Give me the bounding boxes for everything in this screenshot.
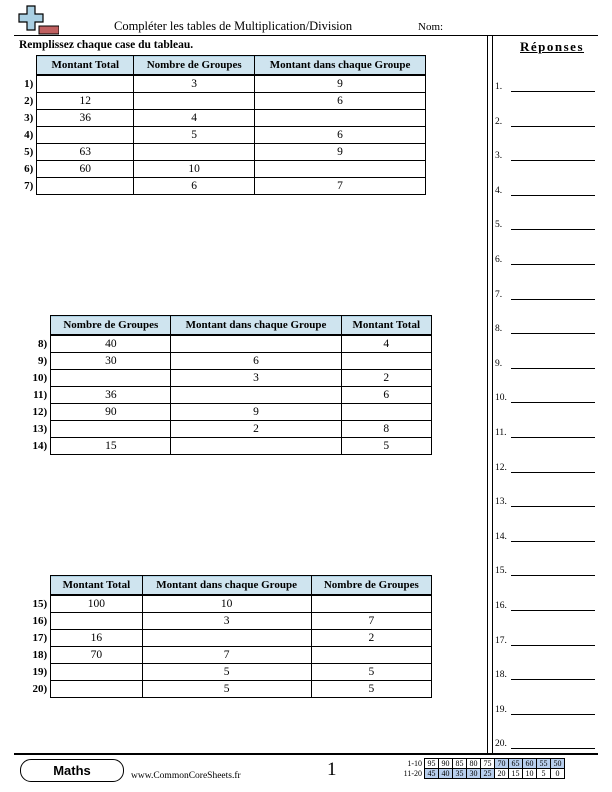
blank-cell[interactable]: [171, 335, 341, 353]
problem-number: 13): [32, 423, 48, 435]
answer-line[interactable]: [495, 735, 595, 749]
value-cell: 2: [311, 630, 431, 647]
table-row: [18, 647, 432, 664]
value-cell: 40: [51, 335, 171, 353]
answer-line[interactable]: [495, 701, 595, 715]
column-separator: [487, 36, 493, 753]
problem-number: 17): [32, 632, 48, 644]
answer-number: 20.: [495, 739, 507, 750]
blank-cell[interactable]: [37, 178, 134, 195]
value-cell: 4: [341, 335, 431, 353]
answer-blank[interactable]: [511, 748, 595, 749]
score-cell: 45: [425, 769, 439, 779]
logo-plus-icon: [17, 4, 59, 36]
score-table: [396, 758, 565, 779]
answer-line[interactable]: [495, 113, 595, 127]
score-cell: 95: [425, 759, 439, 769]
problem-number: 18): [32, 649, 48, 661]
answer-line[interactable]: [495, 286, 595, 300]
answer-blank[interactable]: [511, 333, 595, 334]
value-cell: 5: [341, 438, 431, 455]
answer-blank[interactable]: [511, 160, 595, 161]
table-row: [0, 93, 426, 110]
answer-number: 8.: [495, 324, 503, 335]
answer-line[interactable]: [495, 562, 595, 576]
answer-line[interactable]: [495, 355, 595, 369]
table-row: [18, 387, 432, 404]
answer-line[interactable]: [495, 389, 595, 403]
table-row: [18, 438, 432, 455]
column-header: Nombre de Groupes: [51, 316, 171, 336]
table-row: [18, 595, 432, 613]
value-cell: 6: [255, 127, 426, 144]
problem-number: 2): [24, 95, 34, 107]
answer-line[interactable]: [495, 320, 595, 334]
answer-blank[interactable]: [511, 610, 595, 611]
value-cell: 15: [51, 438, 171, 455]
column-header: Montant dans chaque Groupe: [255, 56, 426, 76]
value-cell: 3: [134, 75, 255, 93]
value-cell: 90: [51, 404, 171, 421]
score-cell: 60: [523, 759, 537, 769]
table-row: [18, 370, 432, 387]
score-cell: 80: [467, 759, 481, 769]
problem-number: 8): [38, 337, 48, 350]
value-cell: 5: [311, 664, 431, 681]
score-cell: 50: [551, 759, 565, 769]
column-header: Nombre de Groupes: [134, 56, 255, 76]
answer-number: 6.: [495, 255, 503, 265]
problem-number: 12): [32, 406, 48, 418]
answer-number: 2.: [495, 116, 503, 127]
value-cell: 9: [255, 75, 426, 93]
value-cell: 63: [37, 144, 134, 161]
value-cell: 5: [142, 664, 311, 681]
answer-number: 14.: [495, 531, 507, 542]
value-cell: 12: [37, 93, 134, 110]
footer-rule: [14, 753, 598, 755]
score-cell: 85: [453, 759, 467, 769]
value-cell: 6: [134, 178, 255, 195]
row-label-header: [18, 576, 51, 596]
score-cell: 35: [453, 769, 467, 779]
table-row: [0, 161, 426, 178]
score-cell: 90: [439, 759, 453, 769]
answer-blank[interactable]: [511, 714, 595, 715]
problem-number: 5): [24, 146, 34, 158]
answer-number: 13.: [495, 497, 507, 508]
value-cell: 5: [311, 681, 431, 698]
name-label: Nom:: [418, 21, 444, 33]
blank-cell[interactable]: [311, 647, 431, 664]
problem-number: 9): [38, 355, 48, 367]
row-label-header: [18, 316, 51, 336]
worksheet-table-2: [18, 315, 432, 455]
answer-line[interactable]: [495, 632, 595, 646]
answer-blank[interactable]: [511, 541, 595, 542]
value-cell: 70: [51, 647, 142, 664]
answer-blank[interactable]: [511, 506, 595, 507]
score-cell: 70: [495, 759, 509, 769]
value-cell: 5: [142, 681, 311, 698]
table-row: [18, 353, 432, 370]
score-cell: 5: [537, 769, 551, 779]
blank-cell[interactable]: [171, 438, 341, 455]
answer-number: 16.: [495, 601, 507, 611]
table-row: [18, 613, 432, 630]
answer-blank[interactable]: [511, 229, 595, 230]
value-cell: 6: [255, 93, 426, 110]
column-header: Nombre de Groupes: [311, 576, 431, 596]
value-cell: 2: [341, 370, 431, 387]
table-row: [18, 404, 432, 421]
table-row: [0, 178, 426, 195]
answer-number: 4.: [495, 185, 503, 196]
blank-cell[interactable]: [311, 595, 431, 613]
table-row: [18, 664, 432, 681]
score-range-label: 1-10: [407, 759, 422, 768]
column-header: Montant Total: [341, 316, 431, 336]
answer-blank[interactable]: [511, 368, 595, 369]
value-cell: 3: [171, 370, 341, 387]
page-number: 1: [327, 759, 337, 780]
table-row: [0, 110, 426, 127]
table-row: [0, 144, 426, 161]
answer-number: 19.: [495, 704, 507, 715]
blank-cell[interactable]: [51, 421, 171, 438]
table-row: [18, 335, 432, 353]
answer-blank[interactable]: [511, 645, 595, 646]
score-cell: 25: [481, 769, 495, 779]
problem-number: 14): [32, 440, 48, 452]
answer-number: 11.: [495, 428, 507, 438]
answers-title: Réponses: [520, 39, 585, 54]
answer-blank[interactable]: [511, 195, 595, 196]
problem-number: 19): [32, 666, 48, 678]
blank-cell[interactable]: [37, 127, 134, 144]
value-cell: 6: [171, 353, 341, 370]
score-cell: 15: [509, 769, 523, 779]
problem-number: 11): [33, 389, 48, 401]
blank-cell[interactable]: [51, 613, 142, 630]
column-header: Montant Total: [51, 576, 142, 596]
answer-blank[interactable]: [511, 402, 595, 403]
value-cell: 60: [37, 161, 134, 178]
value-cell: 9: [255, 144, 426, 161]
score-cell: 55: [537, 759, 551, 769]
problem-number: 7): [24, 180, 34, 192]
blank-cell[interactable]: [134, 144, 255, 161]
answer-number: 18.: [495, 670, 507, 681]
blank-cell[interactable]: [142, 630, 311, 647]
score-range-label: 11-20: [403, 769, 422, 778]
score-cell: 10: [523, 769, 537, 779]
value-cell: 6: [341, 387, 431, 404]
answer-number: 7.: [495, 289, 503, 300]
problem-number: 15): [32, 597, 48, 610]
answer-blank[interactable]: [511, 91, 595, 92]
column-header: Montant Total: [37, 56, 134, 76]
answer-number: 12.: [495, 462, 507, 473]
blank-cell[interactable]: [341, 353, 431, 370]
score-cell: 0: [551, 769, 565, 779]
column-header: Montant dans chaque Groupe: [142, 576, 311, 596]
answer-line[interactable]: [495, 424, 595, 438]
value-cell: 16: [51, 630, 142, 647]
blank-cell[interactable]: [134, 93, 255, 110]
answer-blank[interactable]: [511, 679, 595, 680]
blank-cell[interactable]: [51, 681, 142, 698]
row-label-header: [0, 56, 37, 76]
value-cell: 7: [311, 613, 431, 630]
table-row: [18, 421, 432, 438]
instructions: Remplissez chaque case du tableau.: [19, 39, 194, 51]
column-header: Montant dans chaque Groupe: [171, 316, 341, 336]
blank-cell[interactable]: [51, 664, 142, 681]
value-cell: 30: [51, 353, 171, 370]
page-title: Compléter les tables de Multiplication/Division: [114, 19, 353, 33]
table-row: [0, 75, 426, 93]
problem-number: 4): [24, 129, 34, 141]
value-cell: 10: [142, 595, 311, 613]
website-link[interactable]: www.CommonCoreSheets.fr: [131, 771, 241, 781]
answer-line[interactable]: [495, 78, 595, 92]
value-cell: 100: [51, 595, 142, 613]
answer-number: 1.: [495, 82, 503, 92]
answer-blank[interactable]: [511, 437, 595, 438]
answer-number: 3.: [495, 151, 503, 162]
problem-number: 16): [32, 615, 48, 627]
blank-cell[interactable]: [255, 161, 426, 178]
value-cell: 36: [51, 387, 171, 404]
answer-line[interactable]: [495, 182, 595, 196]
answer-line[interactable]: [495, 493, 595, 507]
score-row: [396, 759, 565, 769]
blank-cell[interactable]: [51, 370, 171, 387]
answer-line[interactable]: [495, 597, 595, 611]
answer-blank[interactable]: [511, 472, 595, 473]
problem-number: 6): [24, 163, 34, 175]
subject-badge: Maths: [20, 759, 124, 782]
header-rule: [14, 35, 598, 36]
value-cell: 7: [255, 178, 426, 195]
problem-number: 1): [24, 77, 34, 90]
score-cell: 40: [439, 769, 453, 779]
worksheet-table-1: [0, 55, 426, 195]
value-cell: 8: [341, 421, 431, 438]
answer-number: 17.: [495, 635, 507, 646]
table-row: [18, 630, 432, 647]
value-cell: 2: [171, 421, 341, 438]
score-row: [396, 769, 565, 779]
score-cell: 65: [509, 759, 523, 769]
problem-number: 3): [24, 112, 34, 124]
value-cell: 7: [142, 647, 311, 664]
blank-cell[interactable]: [171, 387, 341, 404]
answer-line[interactable]: [495, 216, 595, 230]
value-cell: 5: [134, 127, 255, 144]
answer-number: 5.: [495, 220, 503, 231]
value-cell: 4: [134, 110, 255, 127]
table-row: [18, 681, 432, 698]
answer-line[interactable]: [495, 666, 595, 680]
value-cell: 10: [134, 161, 255, 178]
answer-blank[interactable]: [511, 264, 595, 265]
answer-blank[interactable]: [511, 575, 595, 576]
answer-line[interactable]: [495, 459, 595, 473]
table-row: [0, 127, 426, 144]
problem-number: 20): [32, 683, 48, 695]
score-cell: 75: [481, 759, 495, 769]
answer-line[interactable]: [495, 528, 595, 542]
answer-line[interactable]: [495, 251, 595, 265]
value-cell: 3: [142, 613, 311, 630]
blank-cell[interactable]: [341, 404, 431, 421]
worksheet-table-3: [18, 575, 432, 698]
answer-blank[interactable]: [511, 126, 595, 127]
value-cell: 9: [171, 404, 341, 421]
answer-number: 10.: [495, 393, 507, 404]
answer-line[interactable]: [495, 147, 595, 161]
answer-number: 15.: [495, 566, 507, 577]
answer-blank[interactable]: [511, 299, 595, 300]
score-cell: 20: [495, 769, 509, 779]
problem-number: 10): [32, 372, 48, 384]
value-cell: 36: [37, 110, 134, 127]
answer-number: 9.: [495, 358, 503, 369]
blank-cell[interactable]: [37, 75, 134, 93]
score-cell: 30: [467, 769, 481, 779]
blank-cell[interactable]: [255, 110, 426, 127]
